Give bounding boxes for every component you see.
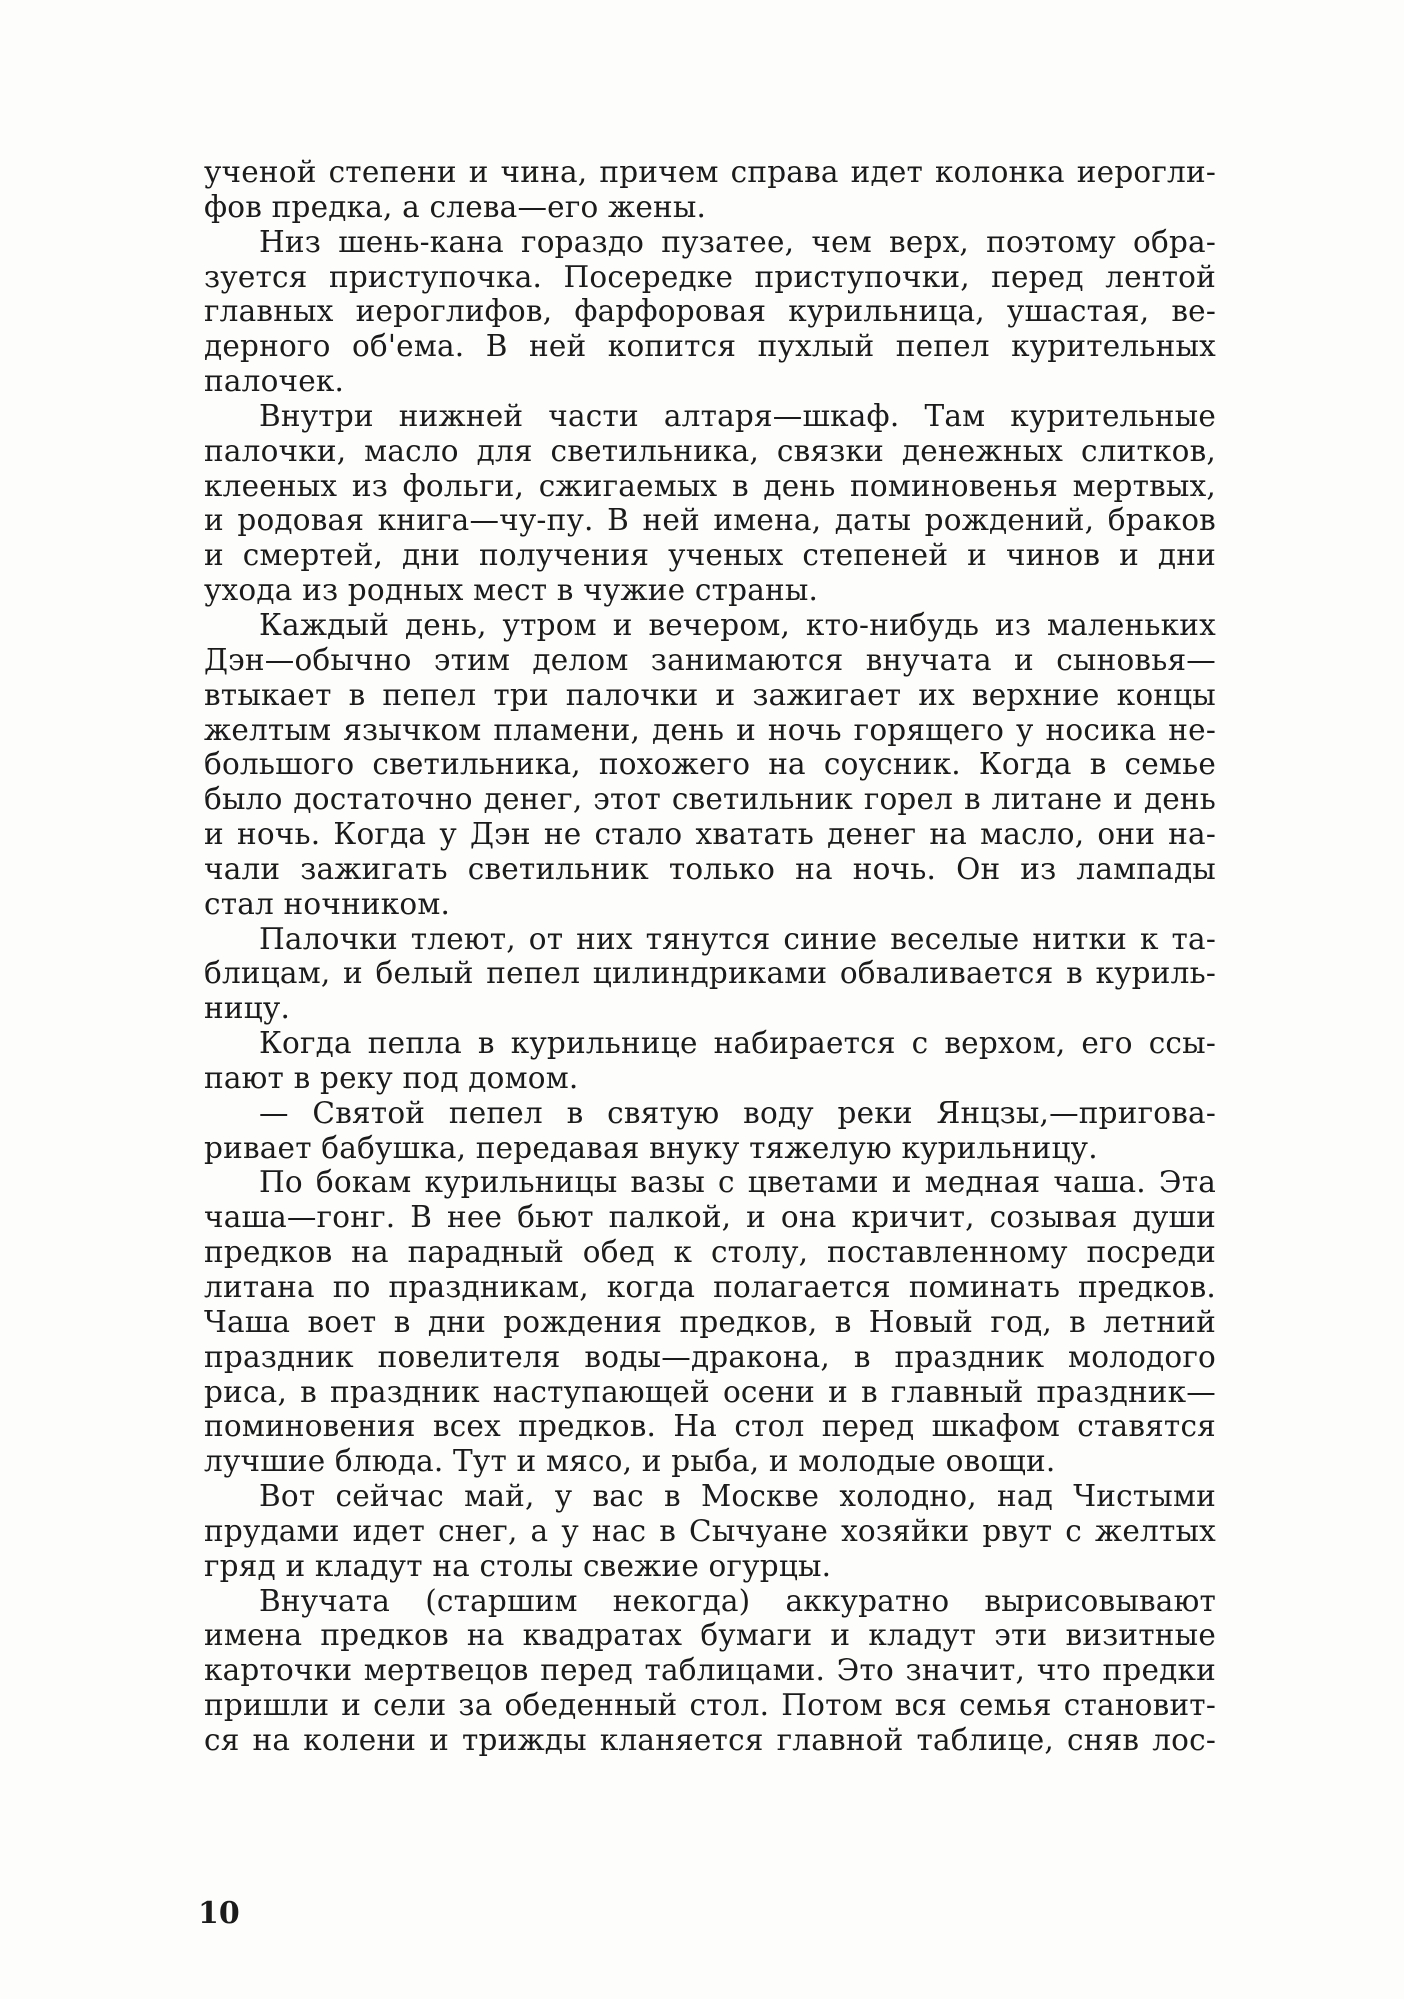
text-line: палочек. <box>204 364 345 399</box>
text-line: стал ночником. <box>204 886 451 921</box>
text-line: и ночь. Когда у Дэн не стало хватать денег на масло, они на- <box>204 817 1216 852</box>
text-line: ривает бабушка, передавая внуку тяжелую курильницу. <box>204 1130 1098 1165</box>
text-line: и родовая книга—чу-пу. В ней имена, даты рождений, браков <box>204 503 1216 538</box>
text-line: палочки, масло для светильника, связки денежных слитков, <box>204 433 1216 468</box>
text-line: — Святой пепел в святую воду реки Янцзы,—пригова- <box>259 1095 1216 1130</box>
text-line: Вот сейчас май, у вас в Москве холодно, над Чистыми <box>259 1479 1216 1514</box>
text-line: Низ шень-кана гораздо пузатее, чем верх, поэтому обра- <box>259 224 1216 259</box>
text-line: ухода из родных мест в чужие страны. <box>204 573 819 608</box>
text-line: дерного об'ема. В ней копится пухлый пепел курительных <box>204 329 1216 364</box>
text-line: Каждый день, утром и вечером, кто-нибудь из маленьких <box>259 607 1216 642</box>
text-line: желтым язычком пламени, день и ночь горящего у носика не- <box>204 712 1216 747</box>
text-line: и смертей, дни получения ученых степеней и чинов и дни <box>204 538 1216 573</box>
text-line: Чаша воет в дни рождения предков, в Новый год, в летний <box>204 1304 1216 1339</box>
text-line: чали зажигать светильник только на ночь. Он из лампады <box>204 851 1216 886</box>
text-line: карточки мертвецов перед таблицами. Это значит, что предки <box>204 1653 1216 1688</box>
text-line: По бокам курильницы вазы с цветами и медная чаша. Эта <box>259 1165 1216 1200</box>
text-line: ученой степени и чина, причем справа идет колонка иерогли- <box>204 155 1216 189</box>
body-text <box>204 155 1216 1758</box>
text-line: Дэн—обычно этим делом занимаются внучата и сыновья— <box>204 642 1216 677</box>
text-line: Когда пепла в курильнице набирается с верхом, его ссы- <box>259 1026 1216 1061</box>
text-line: фов предка, а слева—его жены. <box>204 189 707 224</box>
text-line: ся на колени и трижды кланяется главной таблице, сняв лос- <box>204 1722 1216 1757</box>
text-line: пают в реку под домом. <box>204 1060 579 1095</box>
text-line: Палочки тлеют, от них тянутся синие веселые нитки к та- <box>259 921 1216 956</box>
text-line: гряд и кладут на столы свежие огурцы. <box>204 1548 832 1583</box>
text-line: риса, в праздник наступающей осени и в главный праздник— <box>204 1374 1216 1409</box>
text-line: прудами идет снег, а у нас в Сычуане хозяйки рвут с желтых <box>204 1513 1216 1548</box>
text-line: ницу. <box>204 991 291 1026</box>
text-line: клееных из фольги, сжигаемых в день поминовенья мертвых, <box>204 468 1216 503</box>
text-line: предков на парадный обед к столу, поставленному посреди <box>204 1235 1216 1270</box>
text-line: литана по праздникам, когда полагается поминать предков. <box>204 1270 1216 1304</box>
text-line: Внутри нижней части алтаря—шкаф. Там курительные <box>259 398 1216 433</box>
page-number: 10 <box>198 1896 240 1931</box>
text-line: блицам, и белый пепел цилиндриками обваливается в куриль- <box>204 956 1216 991</box>
text-line: большого светильника, похожего на соусник. Когда в семье <box>204 747 1216 782</box>
text-line: праздник повелителя воды—дракона, в праздник молодого <box>204 1339 1216 1374</box>
text-line: зуется приступочка. Посередке приступочки, перед лентой <box>204 259 1216 294</box>
text-line: лучшие блюда. Тут и мясо, и рыба, и молодые овощи. <box>204 1444 1056 1479</box>
text-line: имена предков на квадратах бумаги и кладут эти визитные <box>204 1618 1216 1653</box>
text-line: втыкает в пепел три палочки и зажигает их верхние концы <box>204 677 1216 712</box>
text-line: было достаточно денег, этот светильник горел в литане и день <box>204 782 1216 817</box>
text-line: Внучата (старшим некогда) аккуратно вырисовывают <box>259 1583 1216 1618</box>
text-line: главных иероглифов, фарфоровая курильница, ушастая, ве- <box>204 294 1216 329</box>
text-line: чаша—гонг. В нее бьют палкой, и она кричит, созывая души <box>204 1200 1216 1235</box>
text-line: поминовения всех предков. На стол перед шкафом ставятся <box>204 1409 1216 1444</box>
text-line: пришли и сели за обеденный стол. Потом вся семья становит- <box>204 1688 1216 1723</box>
